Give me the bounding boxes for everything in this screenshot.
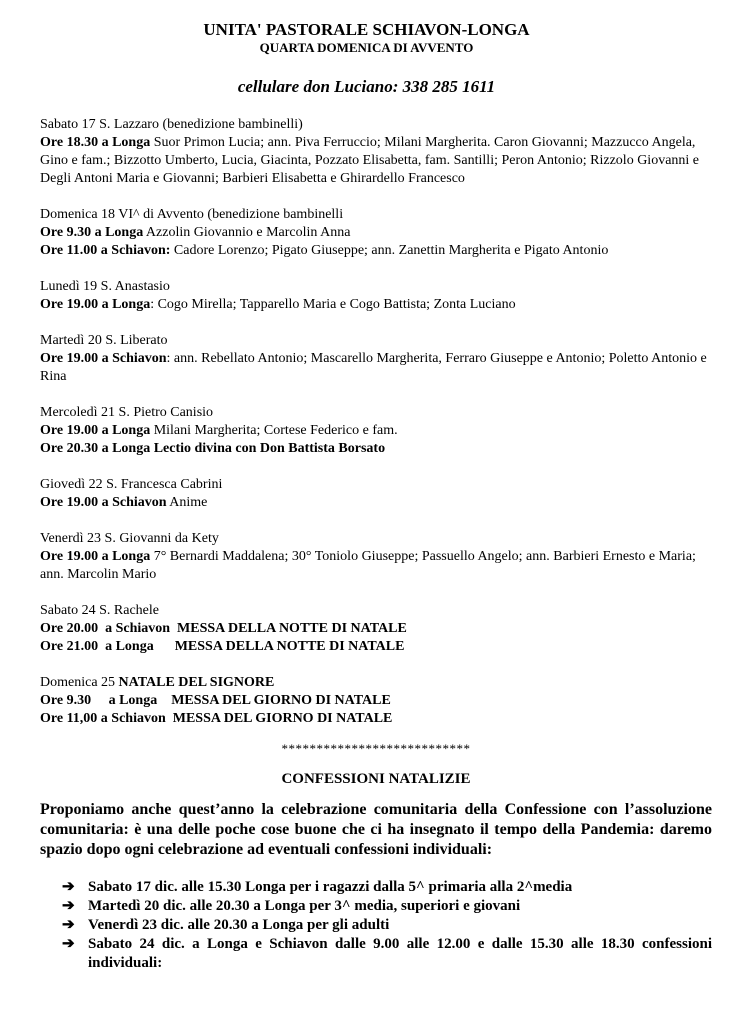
mass-intentions: Cadore Lorenzo; Pigato Giuseppe; ann. Zanettin Margherita e Pigato Antonio: [170, 243, 609, 258]
day-block: [40, 404, 712, 458]
day-heading: [40, 674, 712, 692]
right-arrow-icon: ➔: [62, 917, 75, 933]
list-item: [62, 916, 712, 935]
list-item-text: Sabato 24 dic. a Longa e Schiavon dalle 9.00 alle 12.00 e dalle 15.30 alle 18.30 confessioni individuali:: [88, 936, 712, 971]
mass-line: [40, 638, 712, 656]
mass-time: Ore 19.00 a Longa: [40, 423, 151, 438]
day-heading: Sabato 24 S. Rachele: [40, 603, 159, 618]
list-item-text: Martedì 20 dic. alle 20.30 a Longa per 3^ media, superiori e giovani: [88, 898, 521, 914]
mass-intentions: : Cogo Mirella; Tapparello Maria e Cogo Battista; Zonta Luciano: [150, 297, 516, 312]
right-arrow-icon: ➔: [62, 879, 75, 895]
mass-time: Ore 9.30 a Longa: [40, 225, 144, 240]
right-arrow-icon: ➔: [62, 936, 75, 952]
page-subtitle: QUARTA DOMENICA DI AVVENTO: [259, 40, 474, 55]
mass-line: [40, 548, 712, 584]
day-heading-text: Domenica 25: [40, 675, 119, 690]
mass-intentions: Anime: [166, 495, 208, 510]
schedule-body: [40, 116, 712, 973]
mass-line: [40, 692, 712, 710]
page-title: UNITA' PASTORALE SCHIAVON-LONGA: [203, 20, 530, 39]
day-block: [40, 278, 712, 314]
list-item: [62, 935, 712, 973]
mass-line: [40, 422, 712, 440]
right-arrow-icon: ➔: [62, 898, 75, 914]
mass-line: [40, 242, 712, 260]
phone-line: cellulare don Luciano: 338 285 1611: [237, 77, 496, 96]
confessions-list: [40, 878, 712, 973]
mass-line: [40, 224, 712, 242]
mass-intentions: Azzolin Giovannio e Marcolin Anna: [143, 225, 351, 240]
mass-time: Ore 11,00 a Schiavon MESSA DEL GIORNO DI NATALE: [40, 711, 393, 726]
mass-time: Ore 19.00 a Longa: [40, 297, 151, 312]
confessions-intro: Proponiamo anche quest’anno la celebrazione comunitaria della Confessione con l’assoluzione comunitaria: è una delle poche cose buone che ci ha insegnato il tempo della Pandemia: daremo spazio dopo ogni celebrazione ad eventuali confessioni individuali:: [40, 801, 712, 858]
mass-time: Ore 20.00 a Schiavon MESSA DELLA NOTTE DI NATALE: [40, 621, 407, 636]
mass-time: Ore 19.00 a Schiavon: [40, 495, 167, 510]
day-block: [40, 476, 712, 512]
mass-line: [40, 620, 712, 638]
separator: ***************************: [281, 741, 471, 756]
day-block: [40, 674, 712, 728]
mass-time: Ore 19.00 a Longa: [40, 549, 151, 564]
day-block: [40, 206, 712, 260]
mass-time: Ore 19.00 a Schiavon: [40, 351, 167, 366]
mass-line: [40, 494, 712, 512]
mass-line: [40, 350, 712, 386]
mass-line: [40, 710, 712, 728]
day-heading: Lunedì 19 S. Anastasio: [40, 279, 170, 294]
mass-line: [40, 440, 712, 458]
mass-intentions: 7° Bernardi Maddalena; 30° Toniolo Giuseppe; Passuello Angelo; ann. Barbieri Ernesto e Maria; ann. Marcolin Mario: [40, 549, 696, 582]
day-heading: Giovedì 22 S. Francesca Cabrini: [40, 477, 223, 492]
day-heading: Domenica 18 VI^ di Avvento (benedizione bambinelli: [40, 207, 344, 222]
mass-intentions: : ann. Rebellato Antonio; Mascarello Margherita, Ferraro Giuseppe e Antonio; Poletto Antonio e Rina: [40, 351, 707, 384]
mass-line: [40, 296, 712, 314]
mass-time: Ore 18.30 a Longa: [40, 135, 151, 150]
mass-time: Ore 20.30 a Longa Lectio divina con Don Battista Borsato: [40, 441, 386, 456]
day-heading: Mercoledì 21 S. Pietro Canisio: [40, 405, 214, 420]
mass-time: Ore 9.30 a Longa MESSA DEL GIORNO DI NATALE: [40, 693, 391, 708]
day-block: [40, 116, 712, 188]
list-item-text: Sabato 17 dic. alle 15.30 Longa per i ragazzi dalla 5^ primaria alla 2^media: [88, 879, 573, 895]
mass-intentions: Suor Primon Lucia; ann. Piva Ferruccio; Milani Margherita. Caron Giovanni; Mazzucco Angela, Gino e fam.; Bizzotto Umberto, Lucia, Giacinta, Pozzato Elisabetta, fam. Santilli; Peron Antonio; Rizzolo Giovanni e Degli Antoni Maria e Giovanni; Barbieri Elisabetta e Ghirardello Francesco: [40, 135, 700, 186]
confessions-title: CONFESSIONI NATALIZIE: [281, 771, 471, 787]
list-item: [62, 897, 712, 916]
day-block: [40, 530, 712, 584]
day-heading: Martedì 20 S. Liberato: [40, 333, 168, 348]
day-heading: Sabato 17 S. Lazzaro (benedizione bambinelli): [40, 117, 303, 132]
day-block: [40, 602, 712, 656]
day-block: [40, 332, 712, 386]
list-item-text: Venerdì 23 dic. alle 20.30 a Longa per gli adulti: [88, 917, 390, 933]
mass-time: Ore 11.00 a Schiavon:: [40, 243, 171, 258]
feast-name: NATALE DEL SIGNORE: [118, 675, 275, 690]
day-heading: Venerdì 23 S. Giovanni da Kety: [40, 531, 219, 546]
mass-time: Ore 21.00 a Longa MESSA DELLA NOTTE DI NATALE: [40, 639, 405, 654]
mass-intentions: Milani Margherita; Cortese Federico e fam.: [150, 423, 398, 438]
list-item: [62, 878, 712, 897]
mass-line: [40, 134, 712, 188]
